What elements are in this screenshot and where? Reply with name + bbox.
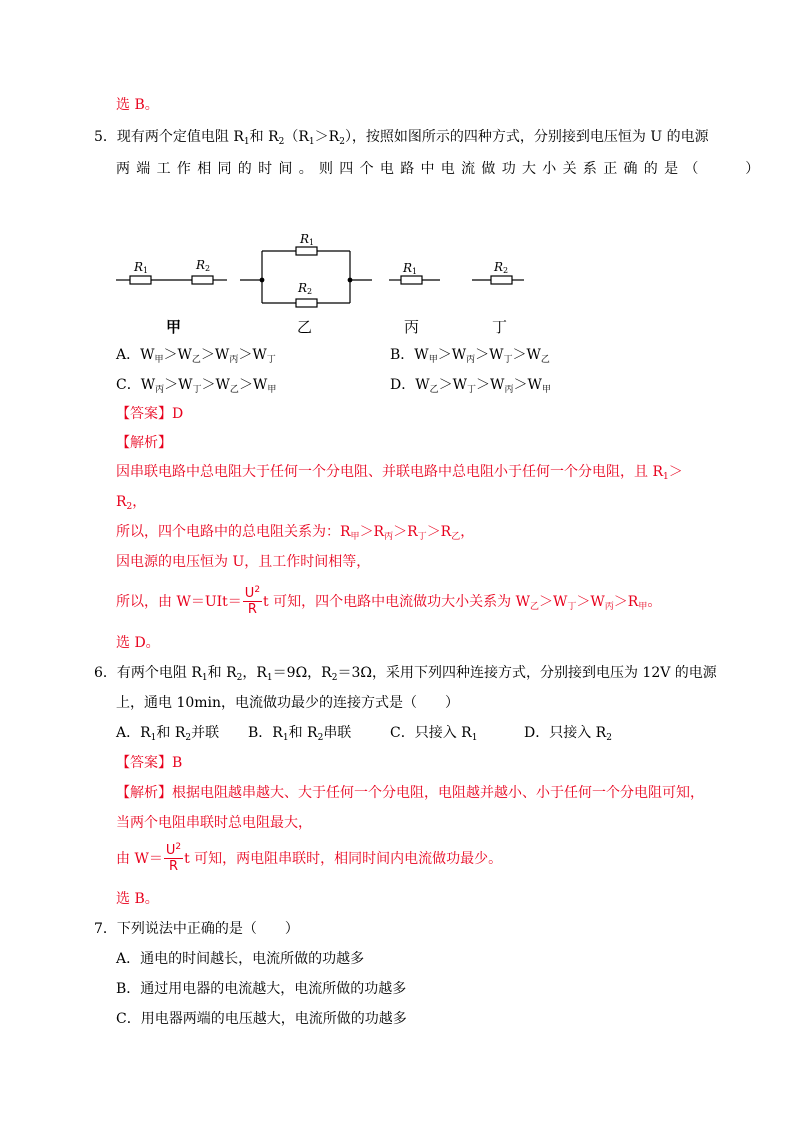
sub: 乙 bbox=[451, 532, 461, 542]
opt-text: B．W bbox=[390, 347, 429, 363]
q6-stem-text: ，R bbox=[242, 665, 267, 681]
q6-stem-line2: 上，通电 10min，电流做功最少的连接方式是（ ） bbox=[116, 695, 460, 711]
q6-option-b bbox=[248, 724, 351, 742]
sub: 甲 bbox=[267, 385, 277, 395]
analysis-text: ＞R bbox=[393, 524, 418, 540]
analysis-text: ＞W bbox=[576, 594, 605, 610]
sub: 丙 bbox=[229, 355, 239, 365]
opt-text: C．W bbox=[116, 377, 156, 393]
sub: 1 bbox=[150, 733, 157, 743]
answer-label: 【答案】 bbox=[116, 755, 172, 771]
sub: 2 bbox=[278, 137, 285, 147]
opt-text: ＞W bbox=[513, 377, 542, 393]
answer-label: 【答案】 bbox=[116, 406, 172, 422]
q6-analysis-line3 bbox=[116, 840, 502, 878]
sub: 乙 bbox=[429, 385, 439, 395]
q5-stem-text: ＞R bbox=[314, 129, 340, 145]
q5-analysis-line4: 因电源的电压恒为 U，且工作时间相等， bbox=[116, 554, 371, 570]
caption-jia: 甲 bbox=[166, 318, 182, 336]
opt-text: D．W bbox=[390, 377, 430, 393]
opt-text: A．R bbox=[116, 725, 151, 741]
q5-analysis-line2 bbox=[116, 493, 146, 511]
analysis-text: 。 bbox=[647, 594, 662, 610]
sub: 2 bbox=[317, 733, 324, 743]
q7-option-c: C．用电器两端的电压越大，电流所做的功越多 bbox=[116, 1011, 407, 1027]
sub: 甲 bbox=[638, 602, 648, 612]
analysis-text: 所以，由 W＝UIt＝ bbox=[116, 594, 242, 610]
opt-text: B．R bbox=[248, 725, 283, 741]
sub: 1 bbox=[266, 673, 273, 683]
q6-analysis-line2: 当两个电阻串联时总电阻最大， bbox=[116, 815, 312, 831]
r2-label-yi: R2 bbox=[298, 281, 313, 296]
analysis-text: 所以，四个电路中的总电阻关系为：R bbox=[116, 524, 351, 540]
opt-text: ＞W bbox=[475, 347, 504, 363]
q5-analysis-line1 bbox=[116, 463, 683, 481]
sub: 丙 bbox=[466, 355, 476, 365]
q5-option-a bbox=[116, 346, 276, 364]
sub: 1 bbox=[471, 733, 478, 743]
sub: 甲 bbox=[541, 385, 551, 395]
analysis-text: R bbox=[116, 494, 127, 510]
exponent: 2 bbox=[175, 842, 182, 852]
sub: 丁 bbox=[467, 385, 477, 395]
sub: 2 bbox=[331, 673, 338, 683]
sub: 丙 bbox=[504, 385, 514, 395]
q5-option-b bbox=[390, 346, 550, 364]
opt-text: D．只接入 R bbox=[524, 725, 607, 741]
sub: 乙 bbox=[540, 355, 550, 365]
opt-text: ＞W bbox=[200, 347, 230, 363]
opt-text: ＞W bbox=[238, 377, 268, 393]
sub: 甲 bbox=[350, 532, 360, 542]
analysis-text: 根据电阻越串越大、大于任何一个分电阻，电阻越并越小、小于任何一个分电阻可知， bbox=[172, 785, 704, 801]
q6-stem-line1 bbox=[94, 664, 717, 682]
r1-label-bing: R1 bbox=[403, 261, 418, 276]
sub: 2 bbox=[126, 502, 133, 512]
analysis-label: 【解析】 bbox=[116, 785, 172, 801]
sub: 丁 bbox=[503, 355, 513, 365]
q6-analysis-line1 bbox=[116, 784, 704, 802]
q5-analysis-line3 bbox=[116, 523, 474, 541]
q6-stem-text: ＝9Ω，R bbox=[272, 665, 332, 681]
q6-answer bbox=[116, 754, 182, 772]
analysis-text: ＞R bbox=[359, 524, 385, 540]
sub: 2 bbox=[606, 733, 612, 743]
analysis-text: t 可知，两电阻串联时，相同时间内电流做功最少。 bbox=[184, 851, 503, 867]
opt-text: 并联 bbox=[191, 725, 220, 741]
sub: 丁 bbox=[567, 602, 577, 612]
sub: 2 bbox=[236, 673, 243, 683]
r1-label-yi: R1 bbox=[300, 232, 315, 247]
q5-stem-line2: 两端工作相同的时间。则四个电路中电流做功大小关系正确的是（ ） bbox=[116, 161, 766, 177]
sub: 甲 bbox=[428, 355, 438, 365]
fraction-u2-over-r bbox=[243, 587, 262, 617]
q7-option-a: A．通电的时间越长，电流所做的功越多 bbox=[116, 951, 365, 967]
q7-option-b: B．通过用电器的电流越大，电流所做的功越多 bbox=[116, 981, 407, 997]
opt-text: ＞W bbox=[476, 377, 505, 393]
q6-option-d bbox=[524, 724, 612, 742]
numerator: U bbox=[165, 843, 176, 858]
analysis-text: ＞R bbox=[613, 594, 639, 610]
q5-stem-text: 和 R bbox=[249, 129, 279, 145]
opt-text: ＞W bbox=[437, 347, 467, 363]
opt-text: A．W bbox=[116, 347, 155, 363]
q6-stem-text: ＝3Ω，采用下列四种连接方式，分别接到电压为 12V 的电源 bbox=[337, 665, 717, 681]
opt-text: ＞W bbox=[164, 377, 193, 393]
q5-stem-text: ），按照如图所示的四种方式，分别接到电压恒为 U 的电源 bbox=[344, 129, 709, 145]
sub: 1 bbox=[201, 673, 208, 683]
caption-bing: 丙 bbox=[404, 318, 420, 336]
r2-label-ding: R2 bbox=[494, 260, 509, 275]
opt-text: 串联 bbox=[323, 725, 352, 741]
sub: 1 bbox=[663, 472, 669, 482]
opt-text: ＞W bbox=[163, 347, 192, 363]
r2-label-jia: R2 bbox=[196, 258, 211, 273]
exponent: 2 bbox=[254, 585, 261, 595]
q5-option-d bbox=[390, 376, 551, 394]
caption-yi: 乙 bbox=[297, 318, 313, 336]
analysis-text: ＞R bbox=[426, 524, 452, 540]
q6-option-c bbox=[390, 724, 477, 742]
analysis-text: ＞W bbox=[538, 594, 568, 610]
sub: 丁 bbox=[417, 532, 427, 542]
q5-option-c bbox=[116, 376, 276, 394]
q5-stem-text: （R bbox=[284, 129, 309, 145]
sub: 丁 bbox=[266, 355, 276, 365]
sub: 丙 bbox=[155, 385, 165, 395]
q7-stem: 7．下列说法中正确的是（ ） bbox=[94, 921, 299, 937]
sub: 丁 bbox=[192, 385, 202, 395]
q4-conclusion: 选 B。 bbox=[116, 97, 159, 113]
opt-text: 和 R bbox=[156, 725, 186, 741]
sub: 乙 bbox=[529, 602, 539, 612]
sub: 乙 bbox=[229, 385, 239, 395]
q5-circuit-diagram bbox=[110, 225, 540, 320]
analysis-text: 因串联电路中总电阻大于任何一个分电阻、并联电路中总电阻小于任何一个分电阻，且 R bbox=[116, 464, 663, 480]
caption-ding: 丁 bbox=[492, 318, 508, 336]
fraction-u2-over-r bbox=[164, 844, 183, 874]
q5-analysis-line5 bbox=[116, 583, 661, 621]
answer-value: D bbox=[172, 406, 184, 422]
sub: 2 bbox=[339, 137, 345, 147]
q5-analysis-label: 【解析】 bbox=[116, 435, 172, 451]
q5-answer bbox=[116, 405, 183, 423]
sub: 甲 bbox=[154, 355, 164, 365]
opt-text: C．只接入 R bbox=[390, 725, 472, 741]
analysis-text: t 可知，四个电路中电流做功大小关系为 W bbox=[263, 594, 530, 610]
q5-analysis-line6: 选 D。 bbox=[116, 635, 160, 651]
numerator: U bbox=[244, 586, 255, 601]
sub: 2 bbox=[185, 733, 192, 743]
opt-text: ＞W bbox=[438, 377, 468, 393]
q5-stem-line1 bbox=[94, 128, 709, 146]
opt-text: ＞W bbox=[238, 347, 267, 363]
denominator: R bbox=[247, 602, 257, 617]
opt-text: ＞W bbox=[512, 347, 541, 363]
q6-analysis-line4: 选 B。 bbox=[116, 891, 159, 907]
answer-value: B bbox=[172, 755, 183, 771]
analysis-text: 由 W＝ bbox=[116, 851, 163, 867]
sub: 1 bbox=[282, 733, 289, 743]
denominator: R bbox=[168, 859, 178, 874]
q6-option-a bbox=[116, 724, 219, 742]
analysis-text: ， bbox=[460, 524, 475, 540]
r1-label-jia: R1 bbox=[134, 260, 149, 275]
analysis-text: ＞ bbox=[668, 464, 683, 480]
q6-stem-text: 6．有两个电阻 R bbox=[94, 665, 202, 681]
sub: 1 bbox=[243, 137, 250, 147]
sub: 1 bbox=[308, 137, 315, 147]
sub: 丙 bbox=[384, 532, 394, 542]
q6-stem-text: 和 R bbox=[207, 665, 237, 681]
opt-text: 和 R bbox=[288, 725, 318, 741]
sub: 乙 bbox=[191, 355, 201, 365]
q5-stem-text: 5．现有两个定值电阻 R bbox=[94, 129, 244, 145]
sub: 丙 bbox=[604, 602, 614, 612]
analysis-text: ， bbox=[132, 494, 147, 510]
opt-text: ＞W bbox=[201, 377, 230, 393]
